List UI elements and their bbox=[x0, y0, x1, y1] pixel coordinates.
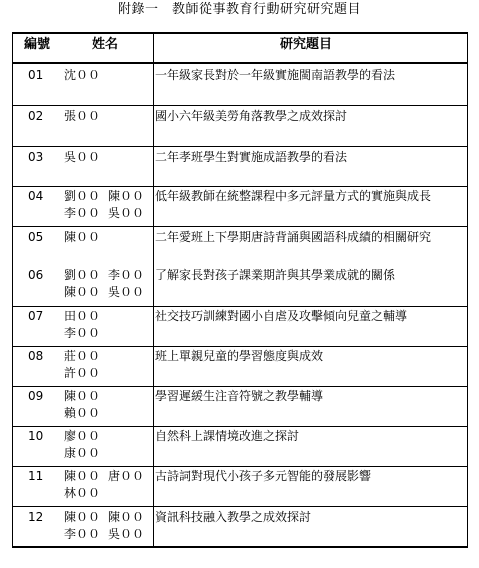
researcher-name: 劉００ bbox=[64, 268, 101, 282]
researcher-name: 張００ bbox=[64, 109, 101, 123]
row-number: 11 bbox=[28, 469, 44, 483]
row-divider bbox=[12, 146, 468, 147]
researcher-name: 陳００ bbox=[64, 389, 101, 403]
header-topic: 研究題目 bbox=[280, 37, 333, 52]
researcher-name: 賴００ bbox=[64, 406, 101, 420]
researcher-name: 陳００ bbox=[108, 189, 145, 203]
row-number: 06 bbox=[28, 268, 44, 282]
researcher-name: 吳００ bbox=[108, 285, 145, 299]
research-topic: 國小六年級美勞角落教學之成效探討 bbox=[155, 109, 348, 123]
row-number: 10 bbox=[28, 429, 44, 443]
research-topic: 低年級教師在統整課程中多元評量方式的實施與成長 bbox=[155, 189, 432, 203]
research-topic: 了解家長對孩子課業期許與其學業成就的關係 bbox=[155, 268, 396, 282]
row-number: 09 bbox=[28, 389, 44, 403]
research-topic: 一年級家長對於一年級實施閩南語教學的看法 bbox=[155, 68, 396, 82]
row-divider bbox=[12, 226, 468, 227]
research-topic: 班上單親兒童的學習態度與成效 bbox=[155, 349, 324, 363]
row-number: 07 bbox=[28, 309, 44, 323]
table-divider-name-topic bbox=[153, 32, 154, 548]
table-right-border bbox=[467, 32, 468, 548]
research-topic: 二年愛班上下學期唐詩背誦與國語科成績的相關研究 bbox=[155, 230, 432, 244]
researcher-name: 陳００ bbox=[64, 285, 101, 299]
researcher-name: 莊００ bbox=[64, 349, 101, 363]
researcher-name: 吳００ bbox=[108, 206, 145, 220]
row-divider bbox=[12, 186, 468, 187]
researcher-name: 陳００ bbox=[108, 510, 145, 524]
research-topic: 二年孝班學生對實施成語教學的看法 bbox=[155, 150, 348, 164]
researcher-name: 陳００ bbox=[64, 230, 101, 244]
row-number: 03 bbox=[28, 150, 44, 164]
researcher-name: 田００ bbox=[64, 309, 101, 323]
row-divider bbox=[12, 306, 468, 307]
appendix-title: 附錄一 教師從事教育行動研究研究題目 bbox=[117, 2, 361, 17]
researcher-name: 吳００ bbox=[108, 527, 145, 541]
table-header-bottom-border bbox=[12, 62, 468, 64]
researcher-name: 林００ bbox=[64, 486, 101, 500]
research-topic: 社交技巧訓練對國小自虐及攻擊傾向兒童之輔導 bbox=[155, 309, 408, 323]
researcher-name: 李００ bbox=[64, 326, 101, 340]
researcher-name: 陳００ bbox=[64, 510, 101, 524]
researcher-name: 廖００ bbox=[64, 429, 101, 443]
row-divider bbox=[12, 346, 468, 347]
row-number: 04 bbox=[28, 189, 44, 203]
researcher-name: 唐００ bbox=[108, 469, 145, 483]
researcher-name: 陳００ bbox=[64, 469, 101, 483]
researcher-name: 劉００ bbox=[64, 189, 101, 203]
row-divider bbox=[12, 386, 468, 387]
row-number: 08 bbox=[28, 349, 44, 363]
research-topic: 資訊科技融入教學之成效探討 bbox=[155, 510, 312, 524]
row-divider bbox=[12, 466, 468, 467]
table-bottom-border bbox=[12, 546, 468, 548]
row-divider bbox=[12, 426, 468, 427]
header-number: 編號 bbox=[24, 37, 51, 52]
research-topic: 學習遲緩生注音符號之教學輔導 bbox=[155, 389, 324, 403]
row-number: 05 bbox=[28, 230, 44, 244]
table-top-border bbox=[12, 32, 468, 34]
row-divider bbox=[12, 506, 468, 507]
researcher-name: 沈００ bbox=[64, 68, 101, 82]
table-left-border bbox=[12, 32, 13, 548]
row-number: 12 bbox=[28, 510, 44, 524]
header-name: 姓名 bbox=[92, 37, 119, 52]
researcher-name: 康００ bbox=[64, 446, 101, 460]
researcher-name: 李００ bbox=[64, 527, 101, 541]
researcher-name: 李００ bbox=[64, 206, 101, 220]
researcher-name: 吳００ bbox=[64, 150, 101, 164]
research-topic: 自然科上課情境改進之探討 bbox=[155, 429, 300, 443]
row-number: 01 bbox=[28, 68, 44, 82]
researcher-name: 李００ bbox=[108, 268, 145, 282]
row-divider bbox=[12, 105, 468, 106]
research-topic: 古詩詞對現代小孩子多元智能的發展影響 bbox=[155, 469, 372, 483]
researcher-name: 許００ bbox=[64, 366, 101, 380]
row-number: 02 bbox=[28, 109, 44, 123]
research-topics-table bbox=[12, 32, 468, 548]
